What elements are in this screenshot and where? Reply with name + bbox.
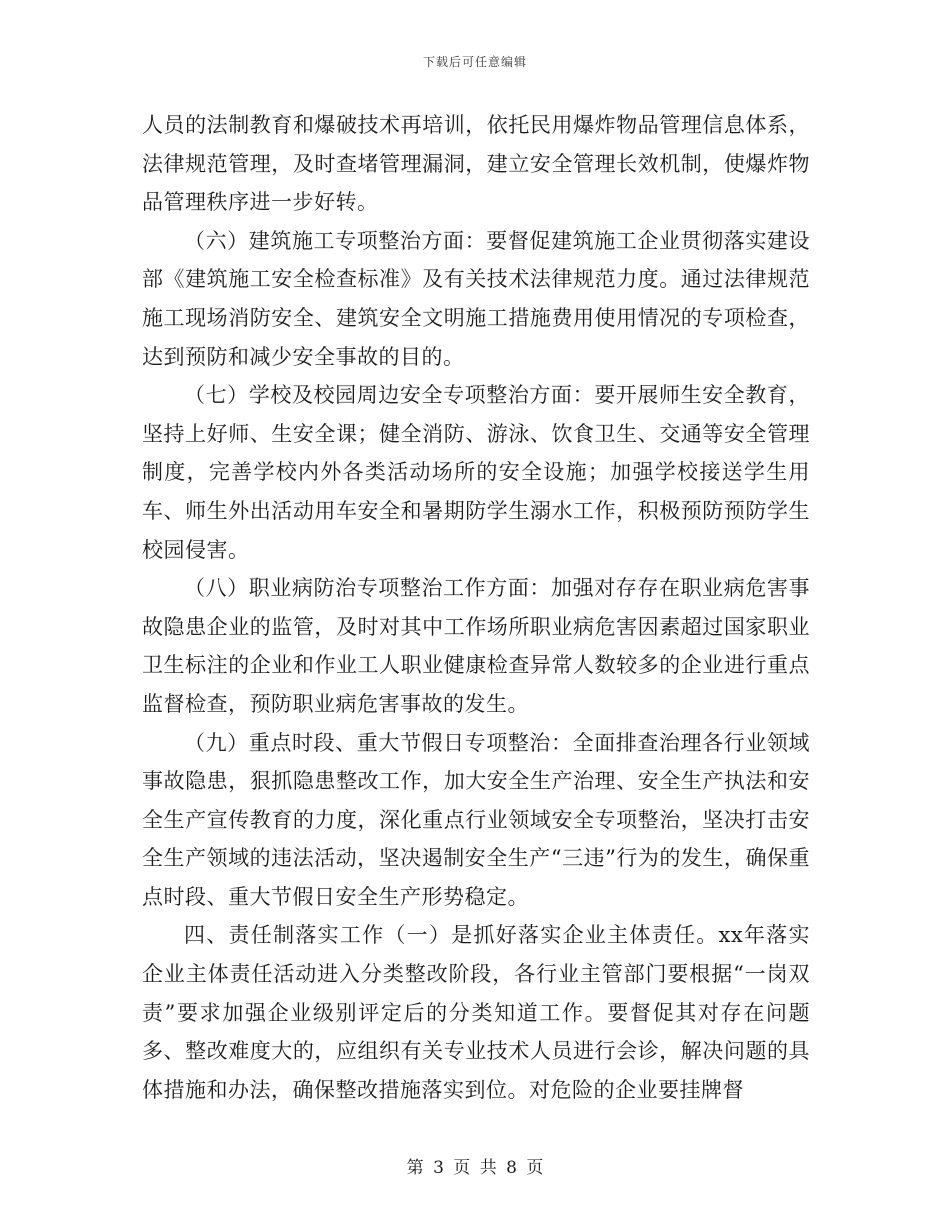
paragraph-5: （九）重点时段、重大节假日专项整治：全面排查治理各行业领域事故隐患，狠抓隐患整改工作，加大安全生产治理、安全生产执法和安全生产宣传教育的力度，深化重点行业领域安全专项整治，坚决打击安全生产领域的违法活动，坚决遏制安全生产“三违”行为的发生，确保重点时段、重大节假日安全生产形势稳定。 — [142, 730, 810, 909]
page-header: 下载后可任意编辑 — [422, 55, 527, 69]
document-body — [142, 106, 810, 1109]
paragraph-4: （八）职业病防治专项整治工作方面：加强对存存在职业病危害事故隐患企业的监管，及时对其中工作场所职业病危害因素超过国家职业卫生标注的企业和作业工人职业健康检查异常人数较多的企业进行重点监督检查，预防职业病危害事故的发生。 — [142, 576, 810, 716]
paragraph-2: （六）建筑施工专项整治方面：要督促建筑施工企业贯彻落实建设部《建筑施工安全检查标准》及有关技术法律规范力度。通过法律规范施工现场消防安全、建筑安全文明施工措施费用使用情况的专项检查，达到预防和减少安全事故的目的。 — [142, 228, 810, 369]
paragraph-1: 人员的法制教育和爆破技术再培训，依托民用爆炸物品管理信息体系，法律规范管理，及时查堵管理漏洞，建立安全管理长效机制，使爆炸物品管理秩序进一步好转。 — [142, 113, 810, 215]
page-number-footer: 第 3 页 共 8 页 — [406, 1158, 544, 1178]
paragraph-3: （七）学校及校园周边安全专项整治方面：要开展师生安全教育，坚持上好师、生安全课；健全消防、游泳、饮食卫生、交通等安全管理制度，完善学校内外各类活动场所的安全设施；加强学校接送学生用车、师生外出活动用车安全和暑期防学生溺水工作，积极预防预防学生校园侵害。 — [142, 383, 810, 562]
paragraph-6: 四、责任制落实工作（一）是抓好落实企业主体责任。xx年落实企业主体责任活动进入分类整改阶段，各行业主管部门要根据“一岗双责”要求加强企业级别评定后的分类知道工作。要督促其对存在问题多、整改难度大的，应组织有关专业技术人员进行会诊，解决问题的具体措施和办法，确保整改措施落实到位。对危险的企业要挂牌督 — [142, 923, 810, 1102]
